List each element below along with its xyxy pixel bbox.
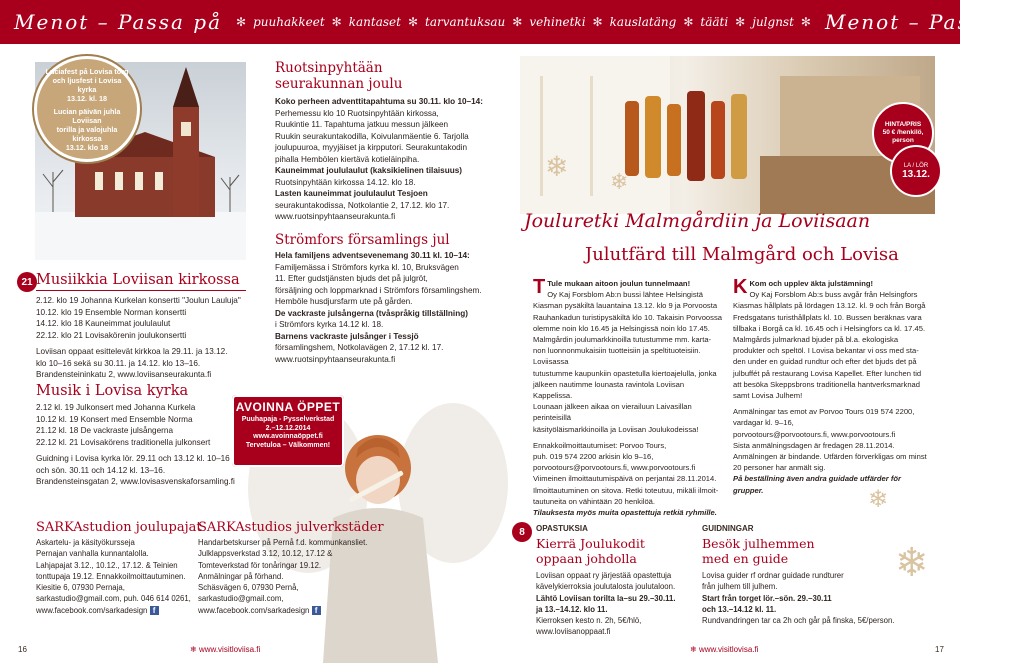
page-number-left: 16 bbox=[18, 645, 27, 654]
text-line: Koko perheen adventtitapahtuma su 30.11. klo 10–14: bbox=[275, 97, 483, 106]
ruotsin-body bbox=[275, 96, 507, 223]
text-line: 22.12 kl. 21 Lovisakörens traditionella julkonsert bbox=[36, 437, 211, 447]
text-line: tutustumme kaupunkiin opastetulla kiertoajelulla, jonka bbox=[533, 368, 717, 378]
text-line: Ennakkoilmoittautumiset: Porvoo Tours, bbox=[533, 440, 667, 450]
text-line: pihalla Hembölen kiertävä kotieläinpiha. bbox=[275, 154, 420, 164]
text-line: Sista anmälningsdagen är fredagen 28.11.2014. bbox=[733, 440, 895, 450]
malmgard-fi-body: T Tule mukaan aitoon joulun tunnelmaan! Oy Kaj Forsblom Ab:n bussi lähtee Helsingistä Kiasman pysäkiltä lauantaina 13.12. klo 9 ja Porvoosta Rauhankadun turistipysäkiltä klo 10. Takaisin Porvoossa olemme noin klo 16.45 ja Helsingissä noin klo 17.45. Malmgårdin joulumarkkinoilla tutustumme mm. karta- non luonnonmukaisiin tuotteisiin ja speltituoteisiin. Loviisassa tutustumme kaupunkiin opastetulla kiertoajelulla, jonka jälkeen nautimme lounasta ravintola Loviisan Kappelissa. Lounaan jälkeen aikaa on vierailuun Laivasillan perinteisillä käsityöläismarkkinoilla ja Loviisan Joulukodeissa! Ennakkoilmoittautumiset: Porvoo Tours, puh. 019 574 2200 arkisin klo 9–16, porvootours@porvootours.fi, www.porvootours.fi Viimeinen ilmoittautumispäivä on perjantai 28.11.2014. Ilmoittautuminen on sitova. Retki toteutuu, mikäli ilmoit- tautuneita on vähintään 20 henkilöä. Tilauksesta myös muita opastettuja retkiä ryhmille. bbox=[533, 276, 722, 518]
text-line: Fredsgatans turisthållplats kl. 10. Bussen beräknas vara bbox=[733, 312, 922, 322]
text-line: den under en guidad rundtur och efter det bjuds det på bbox=[733, 357, 917, 367]
bubble-line: Luciafest på Lovisa torg bbox=[45, 66, 129, 76]
footer-url-left[interactable]: ❄ www.visitloviisa.fi bbox=[190, 645, 261, 654]
text-line: Loviisan oppaat esittelevät kirkkoa la 29.11. ja 13.12. bbox=[36, 347, 228, 356]
snowflake-icon: ✻ bbox=[800, 15, 811, 29]
facebook-icon[interactable]: f bbox=[150, 606, 159, 615]
text-line: Oy Kaj Forsblom Ab:s buss avgår från Helsingfors bbox=[749, 290, 918, 300]
guidningar-body bbox=[702, 570, 932, 626]
text-line: i Strömfors kyrka 14.12 kl. 18. bbox=[275, 320, 384, 329]
text-line: www.loviisanoppaat.fi bbox=[536, 627, 611, 637]
banner-item: puuhakkeet bbox=[253, 15, 325, 29]
malmgard-title: Julutfärd till Malmgård och Lovisa bbox=[585, 244, 899, 265]
snowflake-icon: ✻ bbox=[331, 15, 342, 29]
page-number-right: 17 bbox=[935, 645, 944, 654]
ruotsin-title bbox=[275, 60, 402, 92]
facebook-link[interactable]: www.facebook.com/sarkadesign bbox=[198, 605, 310, 615]
snowflake-icon: ✻ bbox=[683, 15, 694, 29]
banner-item: vehinetki bbox=[529, 15, 586, 29]
footer-url-right[interactable]: ❄ www.visitlovisa.fi bbox=[690, 645, 759, 654]
bubble-line: torilla ja valojuhla kirkossa bbox=[56, 124, 118, 143]
banner-title-left: Menot – Passa på bbox=[14, 10, 223, 34]
text-line: 10.12 kl. 19 Konsert med Ensemble Norma bbox=[36, 414, 193, 424]
avoinna-badge bbox=[232, 395, 344, 467]
text-line: Familjemässa i Strömfors kyrka kl. 10, Bruksvägen bbox=[275, 262, 459, 272]
text-line: Brandensteinsgatan 2, www.lovisasvenskaforsamling.fi bbox=[36, 477, 235, 486]
text-line: Hemböle husdjursfarm ute på gården. bbox=[275, 297, 413, 306]
malmgard-script-title: Jouluretki Malmgårdiin ja Loviisaan bbox=[524, 210, 871, 232]
text-line: 20 personer har anmält sig. bbox=[733, 463, 826, 473]
snowflake-icon: ✻ bbox=[592, 15, 603, 29]
badge-line: www.avoinnaöppet.fi bbox=[253, 433, 323, 440]
text-line: tillbaka i Borgå ca kl. 16.45 och i Helsingfors ca kl. 17.45. bbox=[733, 323, 926, 333]
text-line: Tilauksesta myös muita opastettuja retkiä ryhmille. bbox=[533, 508, 717, 518]
banner-item: kantaset bbox=[348, 15, 401, 29]
text-line: 2.12 kl. 19 Julkonsert med Johanna Kurkela bbox=[36, 403, 196, 412]
musik-body bbox=[36, 402, 251, 488]
text-line: och sön. 30.11 och 14.12 kl. 13–16. bbox=[36, 465, 166, 475]
text-line: porvootours@porvootours.fi, www.porvootours.fi bbox=[533, 463, 696, 473]
text-line: vardagar kl. 9–16, bbox=[733, 418, 794, 428]
bubble-line: 13.12. klo 18 bbox=[65, 142, 109, 152]
text-line: kävelykierroksia joulutalosta joulutaloon. bbox=[536, 582, 676, 592]
opastukset-body bbox=[536, 570, 701, 638]
text-line: non luonnonmukaisiin tuotteisiin ja speltituoteisiin. Loviisassa bbox=[533, 346, 701, 367]
text-line: Anmälningen är bindande. Utfärden förverkligas om minst bbox=[733, 452, 927, 462]
text-line: Hela familjens adventsevenemang 30.11 kl. 10–14: bbox=[275, 251, 470, 260]
price-line: HINTA/PRIS bbox=[884, 121, 922, 128]
snowflake-icon: ✻ bbox=[407, 15, 419, 29]
text-line: och 13.–14.12 kl. 11. bbox=[702, 604, 777, 614]
kirkossa-body bbox=[36, 295, 251, 381]
banner-item: julgnst bbox=[752, 15, 794, 29]
text-line: Kiasman pysäkiltä lauantaina 13.12. klo 9 ja Porvoosta bbox=[533, 301, 718, 311]
text-line: Barnens vackraste julsånger i Tessjö bbox=[275, 331, 419, 341]
snowflake-icon: ✻ bbox=[512, 15, 523, 29]
text-line: Lähtö Loviisan torilta la–su 29.–30.11. bbox=[536, 593, 676, 603]
text-line: Lovisa guider rf ordnar guidade rundturer bbox=[702, 571, 844, 580]
text-line: Kauneimmat joululaulut (kaksikielinen tilaisuus) bbox=[275, 166, 462, 175]
title-line: seurakunnan joulu bbox=[275, 76, 403, 92]
bubble-line: och ljusfest i Lovisa kyrka bbox=[52, 75, 122, 94]
badge-line: Puuhapaja - Pysselverkstad bbox=[241, 416, 335, 423]
text-line: Oy Kaj Forsblom Ab:n bussi lähtee Helsingistä bbox=[547, 290, 703, 300]
text-line: Lounaan jälkeen aikaa on vierailuun Laivasillan perinteisillä bbox=[533, 402, 692, 423]
text-line: Perhemessu klo 10 Ruotsinpyhtään kirkossa, bbox=[275, 108, 439, 118]
text-line: samt Lovisa Julhem! bbox=[733, 391, 803, 401]
text-line: puh. 019 574 2200 arkisin klo 9–16, bbox=[533, 452, 654, 462]
snowflake-icon: ❄ bbox=[610, 170, 629, 195]
text-line: 2.12. klo 19 Johanna Kurkelan konsertti "Joulun Lauluja" bbox=[36, 296, 241, 305]
facebook-icon[interactable]: f bbox=[312, 606, 321, 615]
snowflake-icon: ✻ bbox=[236, 15, 247, 29]
title-line: oppaan johdolla bbox=[536, 551, 637, 566]
text-line: Rauhankadun turistipysäkiltä klo 10. Takaisin Porvoossa bbox=[533, 312, 722, 322]
snowflake-icon: ❄ bbox=[545, 150, 569, 183]
date-badge bbox=[890, 145, 942, 197]
title-line: med en guide bbox=[702, 551, 789, 566]
text-line: olemme noin klo 16.45 ja Helsingissä noin klo 17.45. bbox=[533, 323, 710, 333]
divider bbox=[36, 290, 246, 291]
title-line: Kierrä Joulukodit bbox=[536, 536, 645, 551]
text-line: Tule mukaan aitoon joulun tunnelmaan! bbox=[547, 279, 691, 288]
text-line: www.ruotsinpyhtaanseurakunta.fi bbox=[275, 212, 396, 221]
text-line: församlingshem, Notkolavägen 2, 17.12 kl. 17. bbox=[275, 343, 444, 352]
text-line: Kiesitie 6, 07930 Pernaja, bbox=[36, 583, 125, 593]
text-line: Ruukintie 11. Tapahtuma jatkuu messun jälkeen bbox=[275, 120, 449, 129]
text-line: 10.12. klo 19 Ensemble Norman konsertti bbox=[36, 307, 187, 317]
opastukset-title bbox=[536, 536, 645, 566]
text-line: 11. Efter gudstjänsten bjuds det på julgröt, bbox=[275, 274, 428, 283]
text-line: produkter och speltöl. I Lovisa bekantar vi oss med sta- bbox=[733, 346, 919, 356]
snowflake-icon: ❄ bbox=[895, 540, 929, 586]
text-line: 14.12. klo 18 Kauneimmat joululaulut bbox=[36, 319, 171, 328]
text-line: 21.12 kl. 18 De vackraste julsångerna bbox=[36, 426, 173, 435]
text-line: På beställning även andra guidade utfärder för grupper. bbox=[733, 474, 901, 495]
top-banner bbox=[0, 0, 1033, 44]
musik-title: Musik i Lovisa kyrka bbox=[36, 383, 189, 399]
url-text[interactable]: www.visitlovisa.fi bbox=[698, 645, 759, 654]
map-number-badge: 8 bbox=[512, 522, 532, 542]
text-line: Lahjapajat 3.12., 10.12., 17.12. & Teinien bbox=[36, 560, 178, 570]
text-line: 22.12. klo 21 Lovisakörenin joulukonsertti bbox=[36, 330, 187, 340]
text-line: Julklappsverkstad 3.12, 10.12, 17.12 & bbox=[198, 549, 333, 559]
lucia-bubble bbox=[34, 56, 140, 162]
text-line: att besöka Skeppsbrons traditionella hantverksmarknad bbox=[733, 379, 920, 389]
badge-line: Tervetuloa – Välkommen! bbox=[245, 441, 331, 449]
badge-title: AVOINNA ÖPPET bbox=[235, 400, 341, 414]
text-line: www.ruotsinpyhtaanseurakunta.fi bbox=[275, 354, 396, 364]
text-line: joulupuuroa, myyjäiset ja kirpputori. Seurakuntakodin bbox=[275, 143, 468, 152]
map-number-badge: 21 bbox=[17, 272, 37, 292]
guidningar-title bbox=[702, 536, 815, 566]
sarka-sv-body bbox=[198, 537, 383, 616]
text-line: Kiasmas hållplats på lördagen 13.12. kl. 9 och från Borgå bbox=[733, 301, 926, 311]
text-line: Anmälningar tas emot av Porvoo Tours 019 574 2200, bbox=[733, 407, 915, 417]
bubble-line: Lucian päivän juhla Loviisan bbox=[53, 106, 121, 125]
text-line: Ilmoittautuminen on sitova. Retki toteutuu, mikäli ilmoit- bbox=[533, 485, 719, 495]
banner-item: kauslatäng bbox=[609, 15, 677, 29]
price-line: 50 € /henkilö, bbox=[882, 129, 924, 136]
text-line: Anmälningar på förhand. bbox=[198, 571, 284, 581]
text-line: tonttupaja 19.12. Ennakkoilmoittautuminen. bbox=[36, 571, 186, 581]
text-line: Handarbetskurser på Pernå f.d. kommunkansliet. bbox=[198, 538, 368, 547]
text-line: Schäsvägen 6, 07930 Pernå, bbox=[198, 583, 299, 593]
text-line: försäljning och loppmarknad i Strömfors församlingshem. bbox=[275, 285, 482, 295]
text-line: Kom och upplev äkta julstämning! bbox=[749, 279, 874, 288]
text-line: ja 13.–14.12. klo 11. bbox=[536, 604, 608, 614]
strom-title: Strömfors församlings jul bbox=[275, 232, 450, 248]
malmgard-sv-body: K Kom och upplev äkta julstämning! Oy Kaj Forsblom Ab:s buss avgår från Helsingfors Kiasmas hållplats på lördagen 13.12. kl. 9 och från Borgå Fredsgatans turisthållplats kl. 10. Bussen beräknas vara tillbaka i Borgå ca kl. 16.45 och i Helsingfors ca kl. 17.45. Malmgårds julmarknad bjuder på bl.a. ekologiska produkter och speltöl. I Lovisa bekantar vi oss med sta- den under en guidad rundtur och efter det bjuds det på julbuffét på restaurang Lovisa Kapellet. Efter lunchen tid att besöka Skeppsbrons traditionella hantverksmarknad samt Lovisa Julhem! Anmälningar tas emot av Porvoo Tours 019 574 2200, vardagar kl. 9–16, porvootours@porvootours.fi, www.porvootours.fi Sista anmälningsdagen är fredagen 28.11.2014. Anmälningen är bindande. Utfärden förverkligas om minst 20 personer har anmält sig. På beställning även andra guidade utfärder för grupper. bbox=[733, 276, 927, 495]
badge-line: 2.–12.12.2014 bbox=[265, 424, 311, 432]
text-line: Ruukin seurakuntakodilla, Koivulanmäentie 6. Tarjolla bbox=[275, 131, 469, 141]
text-line: klo 10–16 sekä su 30.11. ja 14.12. klo 13–16. bbox=[36, 358, 201, 368]
text-line: julbuffét på restaurang Lovisa Kapellet. Efter lunchen tid bbox=[733, 368, 922, 378]
sarka-fi-body bbox=[36, 537, 206, 616]
bubble-line: 13.12. kl. 18 bbox=[67, 93, 107, 103]
strom-body bbox=[275, 250, 507, 365]
text-line: Malmgårdin joulumarkkinoilla tutustumme mm. karta- bbox=[533, 335, 712, 345]
title-line: Besök julhemmen bbox=[702, 536, 815, 551]
url-text[interactable]: www.visitloviisa.fi bbox=[198, 645, 261, 654]
date-line: LA / LÖR bbox=[903, 162, 929, 169]
text-line: sarkastudio@gmail.com, puh. 046 614 0261, bbox=[36, 594, 191, 604]
text-line: jälkeen nautimme lounasta ravintola Loviisan Kappelissa. bbox=[533, 379, 685, 401]
text-line: Tomteverkstad för tonåringar 19.12. bbox=[198, 560, 322, 570]
text-line: Loviisan oppaat ry järjestää opastettuja bbox=[536, 571, 672, 580]
text-line: Kierroksen kesto n. 2h, 5€/hlö, bbox=[536, 616, 642, 626]
banner-item: tääti bbox=[700, 15, 729, 29]
sarka-sv-title: SARKAstudios julverkstäder bbox=[198, 520, 384, 535]
price-line: person bbox=[892, 137, 914, 144]
text-line: Askartelu- ja käsityökursseja bbox=[36, 538, 135, 547]
text-line: Guidning i Lovisa kyrka lör. 29.11 och 13.12 kl. 10–16 bbox=[36, 454, 230, 463]
text-line: seurakuntakodissa, Notkolantie 2, 17.12. klo 17. bbox=[275, 200, 450, 210]
text-line: Viimeinen ilmoittautumispäivä on perjantai 28.11.2014. bbox=[533, 474, 717, 484]
banner-item: tarvantuksau bbox=[425, 15, 506, 29]
guidningar-kicker: GUIDNINGAR bbox=[702, 524, 754, 533]
text-line: Rundvandringen tar ca 2h och går på finska, 5€/person. bbox=[702, 616, 895, 626]
text-line: sarkastudio@gmail.com, bbox=[198, 594, 284, 604]
facebook-link[interactable]: www.facebook.com/sarkadesign bbox=[36, 605, 148, 615]
kirkossa-title: Musiikkia Loviisan kirkossa bbox=[36, 272, 240, 288]
text-line: Ruotsinpyhtään kirkossa 14.12. klo 18. bbox=[275, 177, 416, 187]
opastukset-kicker: OPASTUKSIA bbox=[536, 524, 588, 533]
date-value: 13.12. bbox=[902, 168, 930, 180]
sarka-fi-title: SARKAstudion joulupajat bbox=[36, 520, 202, 535]
text-line: Brandensteininkatu 2, www.loviisanseurakunta.fi bbox=[36, 370, 212, 379]
text-line: porvootours@porvootours.fi, www.porvootours.fi bbox=[733, 429, 896, 439]
text-line: De vackraste julsångerna (tvåspråkig tillställning) bbox=[275, 308, 468, 318]
banner-title-right: Menot – Passa på bbox=[824, 10, 1033, 34]
text-line: från julhem till julhem. bbox=[702, 582, 778, 592]
snowflake-icon: ❄ bbox=[868, 485, 889, 513]
text-line: Malmgårds julmarknad bjuder på bl.a. ekologiska bbox=[733, 335, 899, 345]
text-line: käsityöläismarkkinoilla ja Loviisan Joulukodeissa! bbox=[533, 424, 699, 434]
text-line: tautuneita on vähintään 20 henkilöä. bbox=[533, 496, 656, 506]
snowflake-icon: ✻ bbox=[735, 15, 746, 29]
text-line: Lasten kauneimmat joululaulut Tesjoen bbox=[275, 189, 428, 198]
text-line: Start från torget lör.–sön. 29.–30.11 bbox=[702, 593, 832, 603]
text-line: Pernajan vanhalla kunnantalolla. bbox=[36, 549, 149, 559]
title-line: Ruotsinpyhtään bbox=[275, 60, 383, 76]
